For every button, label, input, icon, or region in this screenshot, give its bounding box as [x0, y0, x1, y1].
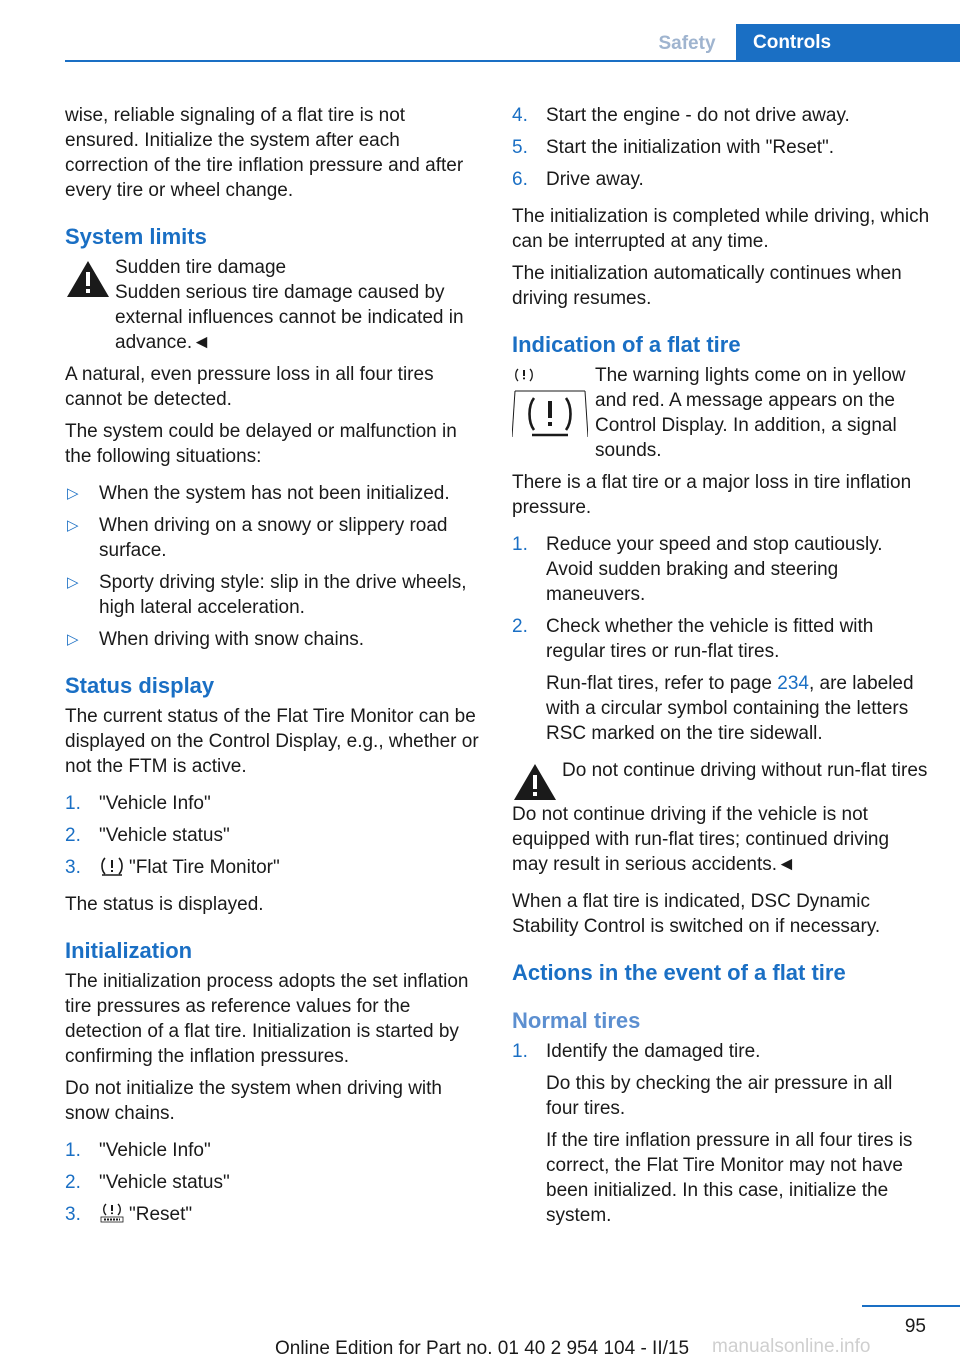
list-item: 3. "Flat Tire Monitor"	[65, 857, 280, 878]
flat-tire-warning-icon	[512, 365, 588, 443]
status-displayed-text: The status is displayed.	[65, 894, 264, 915]
intro-paragraph: wise, reliable signaling of a flat tire is not ensured. Initialize the system after each correction of the tire inflation pressure and after every tire or wheel change.	[65, 105, 464, 201]
page-number: 95	[904, 1316, 926, 1337]
footer-rule	[862, 1305, 960, 1307]
list-item: ▷ When driving on a snowy or slippery road surface.	[67, 515, 448, 561]
status-display-heading: Status display	[65, 673, 215, 698]
list-item: 1. "Vehicle Info"	[65, 1140, 211, 1161]
flat-tire-paragraph: There is a flat tire or a major loss in tire inflation pressure.	[512, 472, 912, 518]
list-item: 1. Reduce your speed and stop cautiously. Avoid sudden braking and steering maneuvers.	[512, 534, 883, 605]
initialization-paragraph: The initialization process adopts the set inflation tire pressures as reference values for the detection of a flat tire. Initialization is started by confirming the inflation pressures.	[65, 971, 469, 1067]
flat-tire-steps	[512, 532, 930, 746]
list-item: 2. "Vehicle status"	[65, 825, 230, 846]
initialization-continues-paragraph: The initialization automatically continues when driving resumes.	[512, 263, 902, 309]
list-item-detail: If the tire inflation pressure in all four tires is correct, the Flat Tire Monitor may not have been initialized. In this case, initialize the system.	[546, 1130, 913, 1226]
status-display-text: The current status of the Flat Tire Monitor can be displayed on the Control Display, e.g., whether or not the FTM is active.	[65, 706, 479, 777]
flat-tire-indication-heading: Indication of a flat tire	[512, 332, 741, 357]
tire-reset-icon	[99, 1202, 125, 1224]
list-item: 6. Drive away.	[512, 169, 644, 190]
warning-text: Do not continue driving if the vehicle is not equipped with run-flat tires; continued driving may result in serious accidents.◄	[512, 804, 890, 875]
bullet-triangle-icon: ▷	[67, 485, 79, 502]
header-chapter-tab: Controls	[736, 24, 960, 62]
header-rule	[65, 60, 960, 62]
warning-title: Sudden tire damage	[115, 257, 287, 278]
warning-text: Sudden serious tire damage caused by external influences cannot be indicated in advance.◄	[115, 282, 464, 353]
flat-tire-indicator-block	[512, 363, 930, 463]
snow-chains-paragraph: Do not initialize the system when driving with snow chains.	[65, 1078, 443, 1124]
normal-tires-subheading: Normal tires	[512, 1008, 641, 1033]
bullet-triangle-icon: ▷	[67, 574, 79, 591]
watermark: manualsonline.info	[712, 1336, 871, 1357]
run-flat-warning	[512, 758, 930, 783]
list-item: ▷ When driving with snow chains.	[67, 629, 365, 650]
list-item: 2. Check whether the vehicle is fitted with regular tires or run-flat tires. Run-flat tires, refer to page 234, are labeled with a circular symbol containing the letters RSC marked on the tire sidewall.	[512, 614, 930, 746]
list-item-detail: Do this by checking the air pressure in all four tires.	[546, 1073, 893, 1119]
warning-triangle-icon	[512, 762, 558, 802]
system-limits-heading: System limits	[65, 224, 207, 249]
actions-heading: Actions in the event of a flat tire	[512, 960, 846, 985]
malfunction-list	[65, 481, 480, 652]
list-item: 1. Identify the damaged tire. Do this by checking the air pressure in all four tires. If the tire inflation pressure in all four tires is correct, the Flat Tire Monitor may not have been initialized. In this case, initialize the system.	[512, 1039, 930, 1228]
list-item: 5. Start the initialization with "Reset".	[512, 137, 835, 158]
flat-tire-indicator-text: The warning lights come on in yellow and red. A message appears on the Control Display. In addition, a signal sounds.	[595, 365, 906, 461]
flat-tire-warning-icon	[99, 855, 125, 877]
right-column	[512, 103, 930, 1240]
pressure-loss-paragraph: A natural, even pressure loss in all four tires cannot be detected.	[65, 364, 434, 410]
list-item: ▷ When the system has not been initialized.	[67, 483, 450, 504]
sudden-damage-warning	[65, 255, 480, 355]
header-section-tab: Safety	[658, 33, 716, 54]
dsc-paragraph: When a flat tire is indicated, DSC Dynamic Stability Control is switched on if necessary.	[512, 891, 881, 937]
list-item: ▷ Sporty driving style: slip in the drive wheels, high lateral acceleration.	[67, 572, 467, 618]
status-steps	[65, 791, 480, 880]
initialization-complete-paragraph: The initialization is completed while driving, which can be interrupted at any time.	[512, 206, 930, 252]
list-item: 4. Start the engine - do not drive away.	[512, 105, 850, 126]
normal-tires-steps	[512, 1039, 930, 1228]
bullet-triangle-icon: ▷	[67, 631, 79, 648]
list-item: 3. "Reset"	[65, 1204, 193, 1225]
malfunction-paragraph: The system could be delayed or malfunction in the following situations:	[65, 421, 457, 467]
initialization-heading: Initialization	[65, 938, 193, 963]
page-reference-link[interactable]: 234	[777, 673, 809, 694]
left-column	[65, 103, 480, 1239]
run-flat-reference: Run-flat tires, refer to page 234, are labeled with a circular symbol containing the letters RSC marked on the tire sidewall.	[546, 673, 914, 744]
warning-triangle-icon	[65, 259, 111, 299]
warning-title: Do not continue driving without run-flat tires	[562, 760, 928, 781]
bullet-triangle-icon: ▷	[67, 517, 79, 534]
list-item: 1. "Vehicle Info"	[65, 793, 211, 814]
initialization-steps	[65, 1138, 480, 1227]
list-item: 2. "Vehicle status"	[65, 1172, 230, 1193]
initialization-steps-continued	[512, 103, 930, 192]
footer-edition: Online Edition for Part no. 01 40 2 954 104 - II/15	[274, 1338, 690, 1359]
